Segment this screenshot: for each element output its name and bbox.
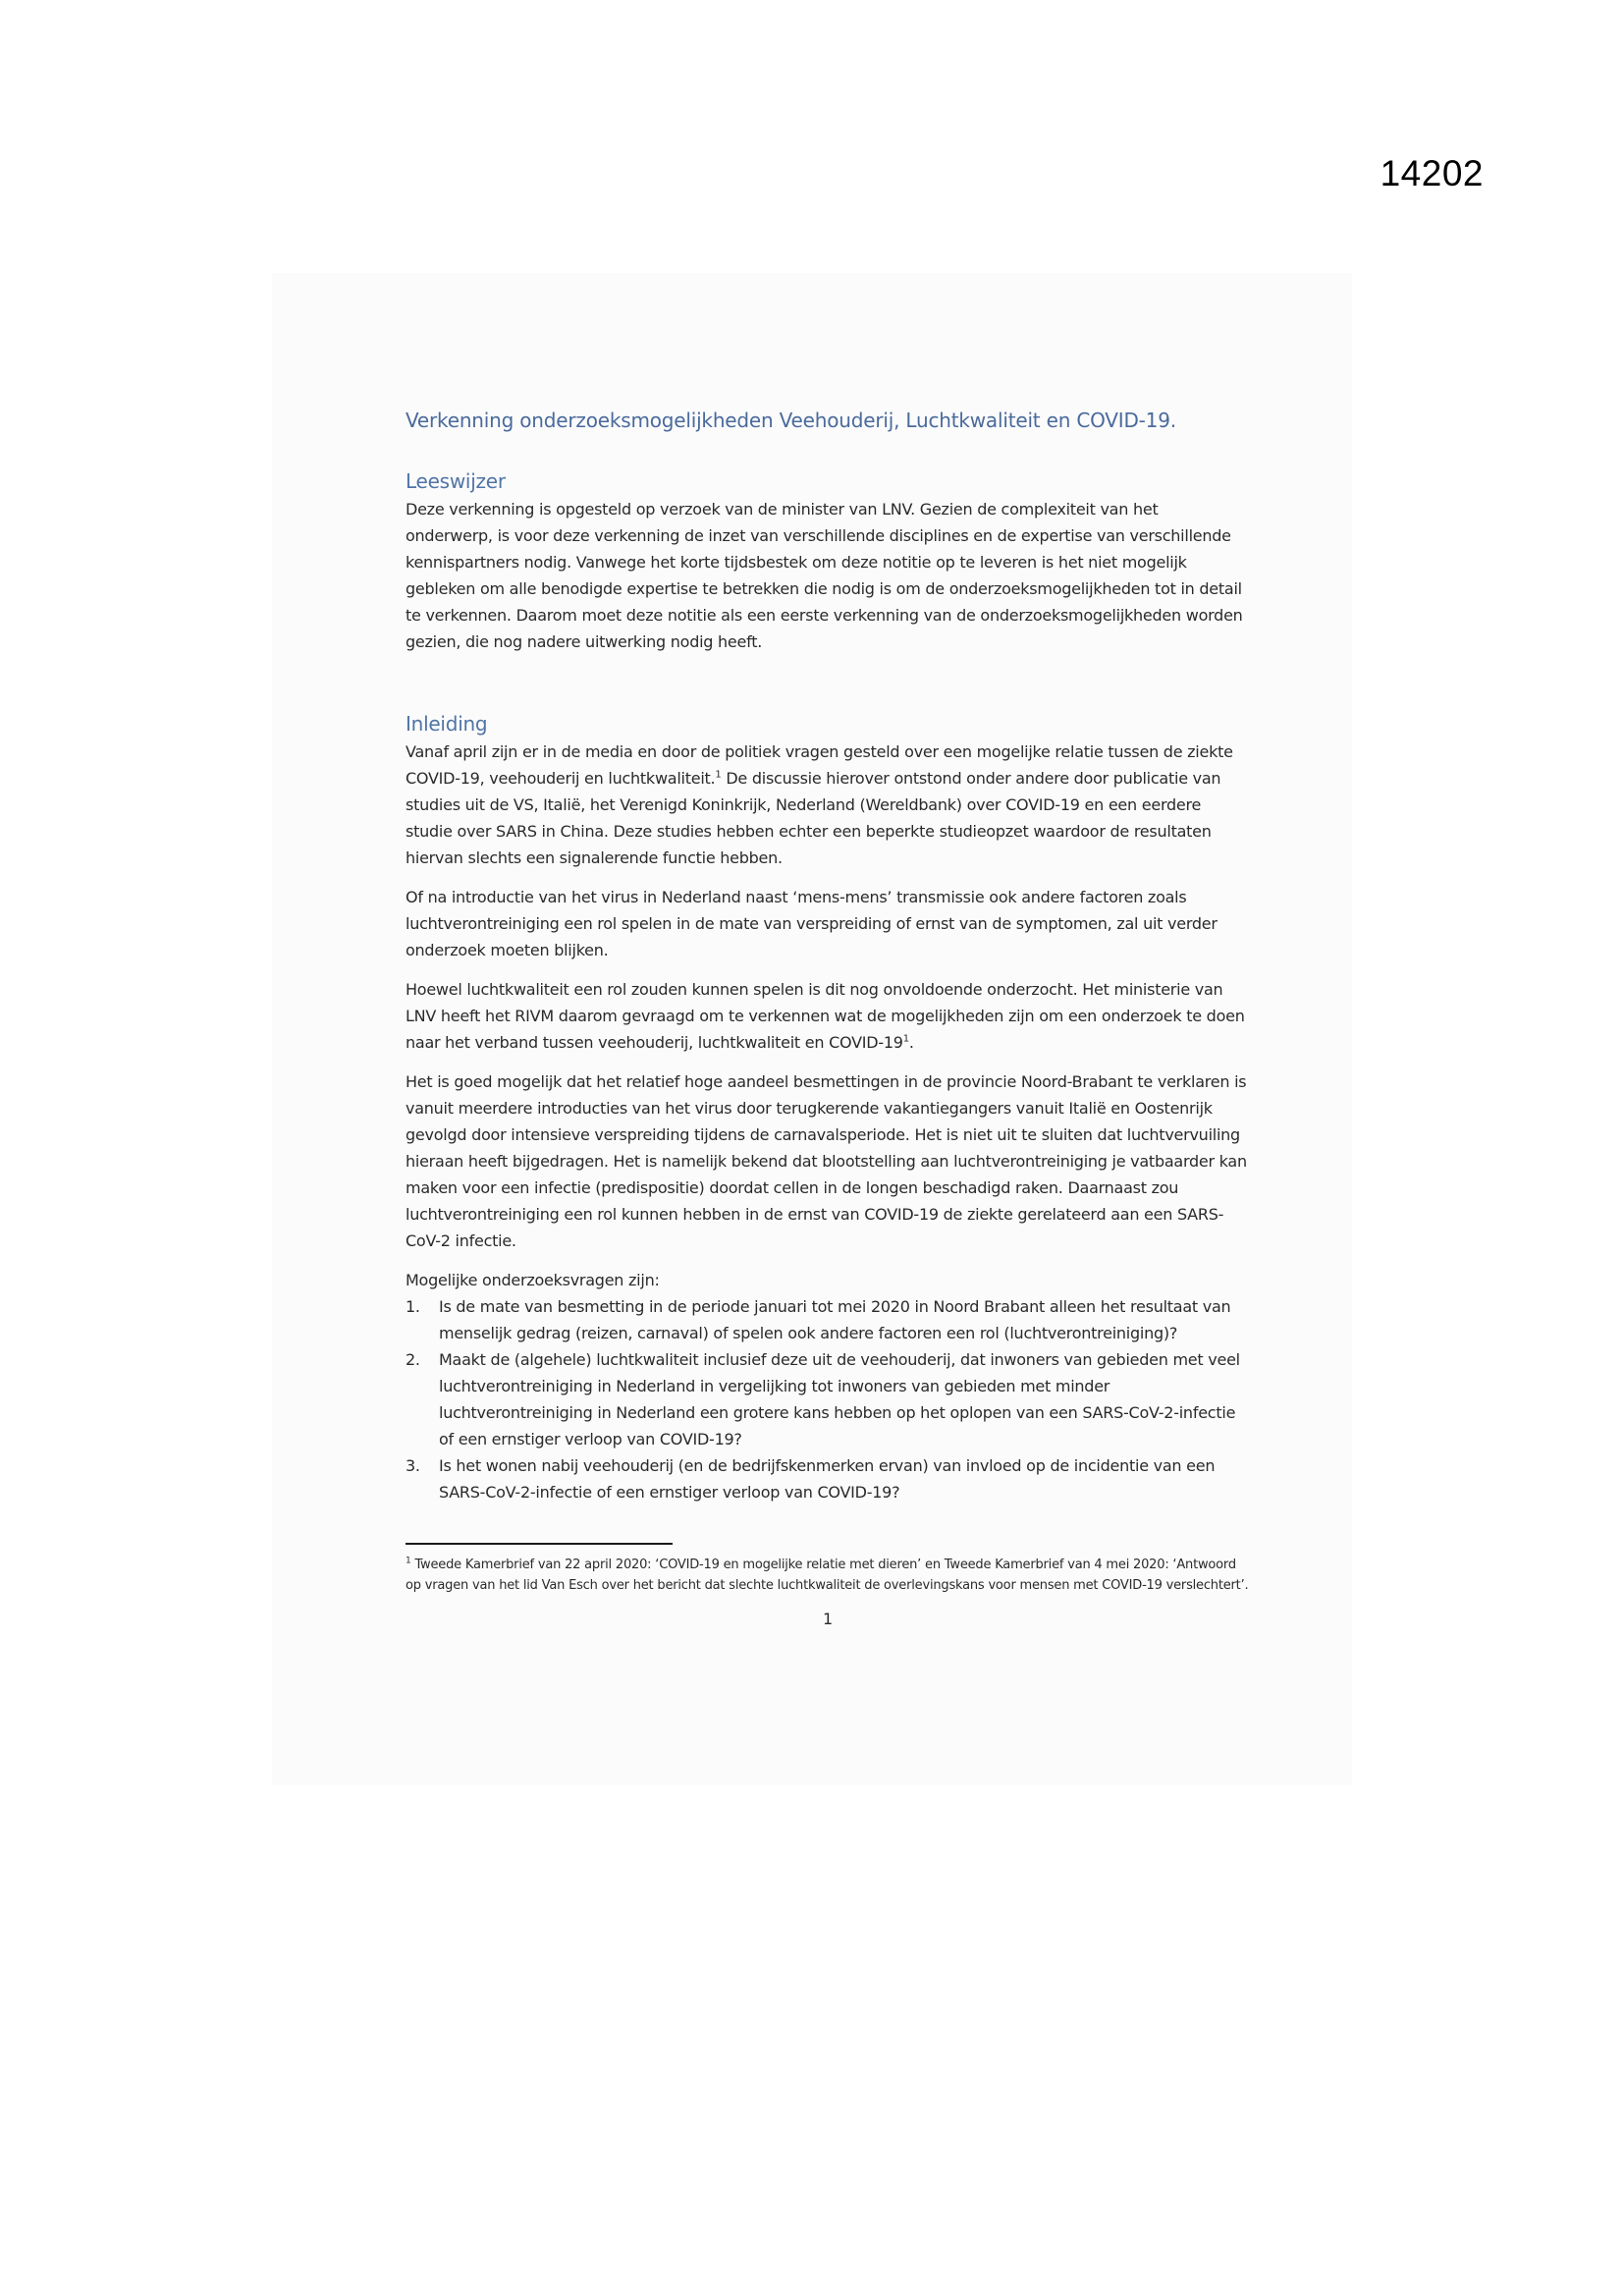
section-heading-inleiding: Inleiding	[406, 712, 488, 736]
page-content	[406, 407, 1250, 1632]
paragraph-text: Hoewel luchtkwaliteit een rol zouden kunnen spelen is dit nog onvoldoende onderzocht. Het ministerie van LNV heeft het RIVM daarom gevraagd om te verkennen wat de mogelijkheden zijn om een onderzoek te doen naar het verband tussen veehouderij, luchtkwaliteit en COVID-19	[406, 980, 1245, 1052]
section-heading-leeswijzer: Leeswijzer	[406, 469, 506, 493]
paragraph-text: Vanaf april zijn er in de media en door de politiek vragen gesteld over een mogelijke relatie tussen de ziekte COVID-19, veehouderij en luchtkwaliteit.	[406, 742, 1233, 788]
paragraph-text: De discussie hierover ontstond onder andere door publicatie van studies uit de VS, Italië, het Verenigd Koninkrijk, Nederland (Wereldbank) over COVID-19 en een eerdere studie over SARS in China. Deze studies hebben echter een beperkte studieopzet waardoor de resultaten hiervan slechts een signalerende functie hebben.	[406, 769, 1221, 867]
footnote-marker: 1	[406, 1556, 411, 1566]
footnote-reference: 1	[715, 769, 722, 781]
questions-intro: Mogelijke onderzoeksvragen zijn:	[406, 1271, 660, 1289]
list-item-text: Is het wonen nabij veehouderij (en de bedrijfskenmerken ervan) van invloed op de incidentie van een SARS-CoV-2-infectie of een ernstiger verloop van COVID-19?	[439, 1456, 1216, 1502]
inleiding-paragraph-1	[406, 738, 1250, 871]
list-item-number: 1.	[406, 1297, 420, 1316]
footnote	[406, 1555, 1250, 1596]
footnote-text: Tweede Kamerbrief van 22 april 2020: ‘COVID-19 en mogelijke relatie met dieren’ en Tweede Kamerbrief van 4 mei 2020: ‘Antwoord op vragen van het lid Van Esch over het bericht dat slechte luchtkwaliteit de overlevingskans voor mensen met COVID-19 verslechtert’.	[406, 1558, 1249, 1593]
footnote-divider	[406, 1543, 673, 1545]
list-item-number: 2.	[406, 1350, 420, 1369]
inleiding-paragraph-4: Het is goed mogelijk dat het relatief hoge aandeel besmettingen in de provincie Noord-Brabant te verklaren is vanuit meerdere introducties van het virus door terugkerende vakantiegangers vanuit Italië en Oostenrijk gevolgd door intensieve verspreiding tijdens de carnavalsperiode. Het is niet uit te sluiten dat luchtvervuiling hieraan heeft bijgedragen. Het is namelijk bekend dat blootstelling aan luchtverontreiniging je vatbaarder kan maken voor een infectie (predispositie) doordat cellen in de longen beschadigd raken. Daarnaast zou luchtverontreiniging een rol kunnen hebben in de ernst van COVID-19 de ziekte gerelateerd aan een SARS-CoV-2 infectie.	[406, 1072, 1247, 1250]
document-number: 14202	[1380, 153, 1484, 193]
paragraph-text: .	[908, 1033, 914, 1052]
research-questions-list	[406, 1293, 1250, 1505]
list-item-text: Maakt de (algehele) luchtkwaliteit inclusief deze uit de veehouderij, dat inwoners van gebieden met veel luchtverontreiniging in Nederland in vergelijking tot inwoners van gebieden met minder luchtverontreiniging in Nederland een grotere kans hebben op het oplopen van een SARS-CoV-2-infectie of een ernstiger verloop van COVID-19?	[439, 1350, 1240, 1449]
inleiding-paragraph-2: Of na introductie van het virus in Nederland naast ‘mens-mens’ transmissie ook andere factoren zoals luchtverontreiniging een rol spelen in de mate van verspreiding of ernst van de symptomen, zal uit verder onderzoek moeten blijken.	[406, 888, 1218, 959]
inleiding-paragraph-3	[406, 976, 1250, 1056]
list-item	[406, 1346, 1250, 1452]
list-item	[406, 1293, 1250, 1346]
list-item-text: Is de mate van besmetting in de periode januari tot mei 2020 in Noord Brabant alleen het resultaat van menselijk gedrag (reizen, carnaval) of spelen ook andere factoren een rol (luchtverontreiniging)?	[439, 1297, 1231, 1342]
page-number: 1	[823, 1610, 833, 1628]
leeswijzer-paragraph: Deze verkenning is opgesteld op verzoek van de minister van LNV. Gezien de complexiteit van het onderwerp, is voor deze verkenning de inzet van verschillende disciplines en de expertise van verschillende kennispartners nodig. Vanwege het korte tijdsbestek om deze notitie op te leveren is het niet mogelijk gebleken om alle benodigde expertise te betrekken die nodig is om de onderzoeksmogelijkheden tot in detail te verkennen. Daarom moet deze notitie als een eerste verkenning van de onderzoeksmogelijkheden worden gezien, die nog nadere uitwerking nodig heeft.	[406, 500, 1243, 651]
footnote-reference: 1	[902, 1033, 909, 1045]
list-item	[406, 1452, 1250, 1505]
list-item-number: 3.	[406, 1456, 420, 1475]
document-title: Verkenning onderzoeksmogelijkheden Veehouderij, Luchtkwaliteit en COVID-19.	[406, 409, 1176, 432]
